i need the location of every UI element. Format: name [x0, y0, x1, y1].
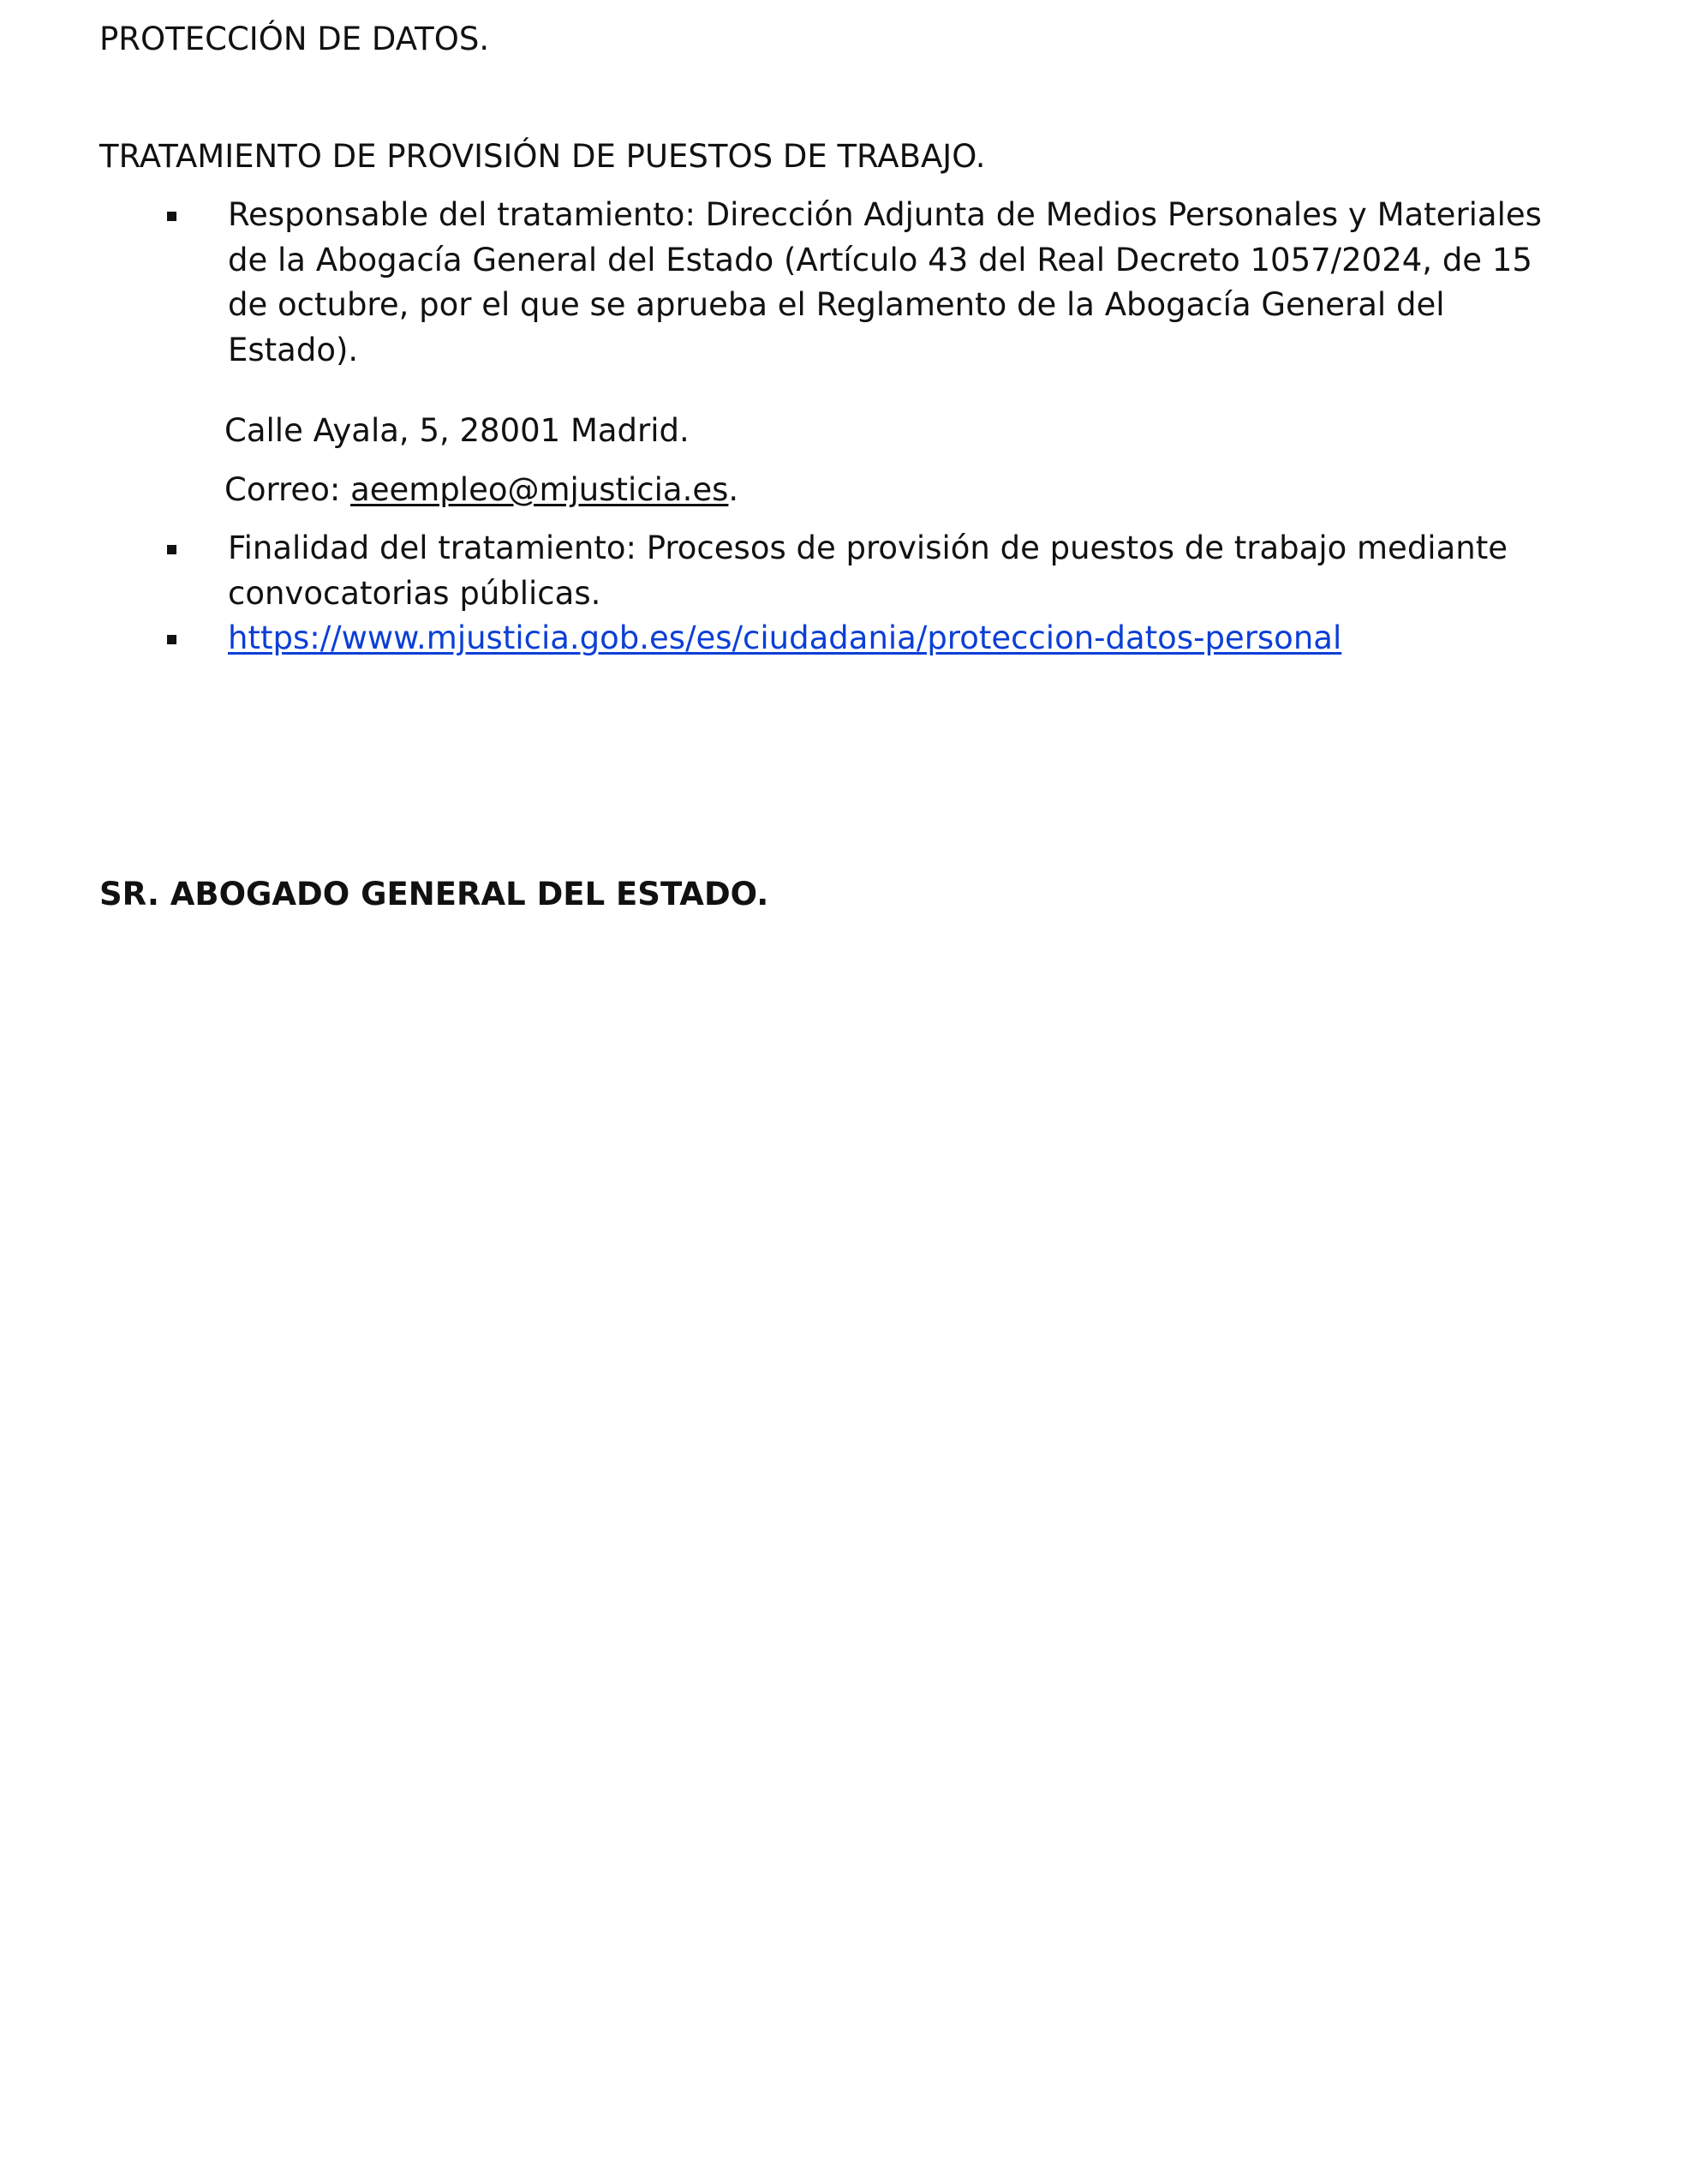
- bullet-square-icon: [167, 635, 176, 644]
- email-line: [224, 468, 738, 512]
- signoff-recipient: SR. ABOGADO GENERAL DEL ESTADO.: [99, 876, 769, 912]
- privacy-policy-link[interactable]: https://www.mjusticia.gob.es/es/ciudadania/proteccion-datos-personal: [228, 619, 1342, 656]
- postal-address: Calle Ayala, 5, 28001 Madrid.: [224, 412, 690, 449]
- list-item-link: [228, 616, 1581, 661]
- list-item-finalidad: Finalidad del tratamiento: Procesos de provisión de puestos de trabajo mediante convocatorias públicas.: [228, 530, 1508, 612]
- bullet-square-icon: [167, 212, 176, 221]
- email-suffix: .: [728, 471, 739, 508]
- subsection-title: TRATAMIENTO DE PROVISIÓN DE PUESTOS DE TRABAJO.: [99, 138, 986, 175]
- email-link[interactable]: aeempleo@mjusticia.es: [350, 471, 729, 508]
- list-item-responsable: Responsable del tratamiento: Dirección Adjunta de Medios Personales y Materiales de la Abogacía General del Estado (Artículo 43 del Real Decreto 1057/2024, de 15 de octubre, por el que se aprueba el Reglamento de la Abogacía General del Estado).: [228, 196, 1542, 368]
- bullet-square-icon: [167, 545, 176, 554]
- email-label: Correo:: [224, 471, 351, 508]
- section-title: PROTECCIÓN DE DATOS.: [99, 21, 490, 57]
